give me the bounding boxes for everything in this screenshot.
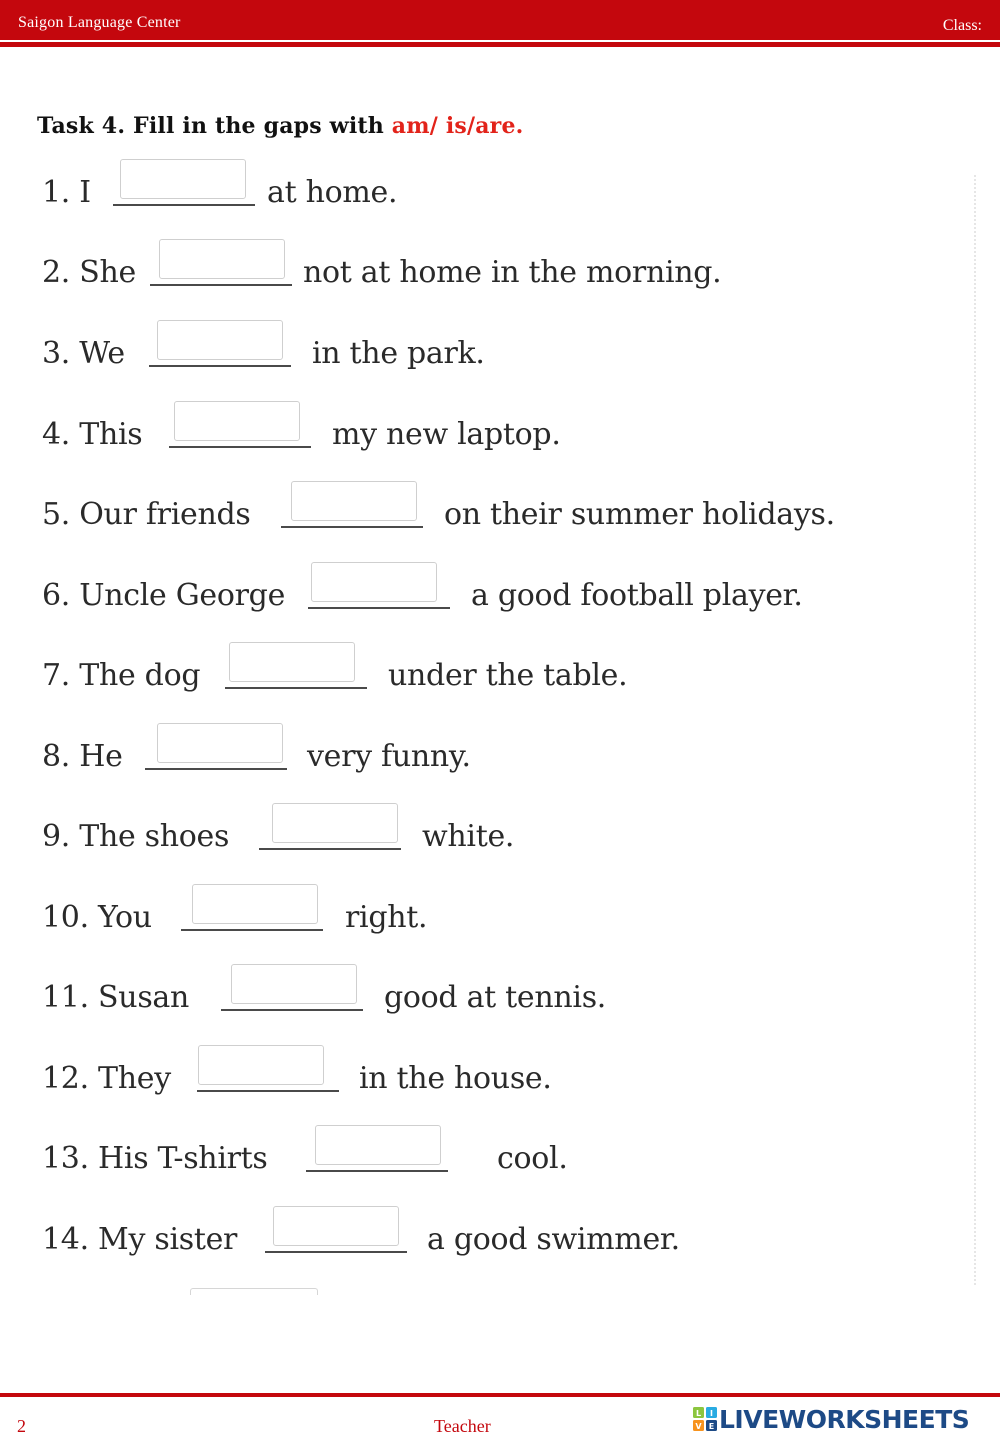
question-suffix: not at home in the morning. xyxy=(303,255,722,290)
gap-line xyxy=(145,768,287,770)
page-number: 2 xyxy=(17,1416,26,1436)
question-prefix: 14. My sister xyxy=(42,1222,238,1257)
gap-line xyxy=(169,446,311,448)
page-header xyxy=(0,0,1000,40)
task-title xyxy=(37,113,524,139)
gap-line xyxy=(259,848,401,850)
answer-input-5[interactable] xyxy=(291,481,417,521)
gap-line xyxy=(221,1009,363,1011)
question-row xyxy=(42,978,962,1028)
question-prefix: 2. She xyxy=(42,255,136,290)
question-prefix: 9. The shoes xyxy=(42,819,230,854)
question-prefix: 1. I xyxy=(42,175,91,210)
gap-line xyxy=(181,929,323,931)
question-prefix: 10. You xyxy=(42,900,152,935)
question-suffix: on their summer holidays. xyxy=(444,497,835,532)
question-row xyxy=(42,415,962,465)
gap-line xyxy=(306,1170,448,1172)
question-suffix: in the park. xyxy=(312,336,485,371)
svg-text:L: L xyxy=(695,1408,702,1418)
brand-name: LIVEWORKSHEETS xyxy=(719,1405,970,1434)
gap-line xyxy=(149,365,291,367)
question-suffix: in the house. xyxy=(359,1061,552,1096)
gap-line xyxy=(197,1090,339,1092)
question-suffix: under the table. xyxy=(388,658,628,693)
question-row xyxy=(42,1220,962,1270)
footer-teacher-label: Teacher xyxy=(434,1416,491,1436)
question-suffix: right. xyxy=(345,900,428,935)
question-suffix: at home. xyxy=(267,175,398,210)
answer-input-13[interactable] xyxy=(315,1125,441,1165)
liveworksheets-logo-icon xyxy=(693,1407,717,1431)
question-suffix: a good swimmer. xyxy=(427,1222,680,1257)
question-prefix: 12. They xyxy=(42,1061,171,1096)
footer-divider xyxy=(0,1393,1000,1397)
question-row xyxy=(42,656,962,706)
question-prefix: 5. Our friends xyxy=(42,497,251,532)
question-prefix: 8. He xyxy=(42,739,123,774)
question-suffix: very funny. xyxy=(307,739,471,774)
answer-input-12[interactable] xyxy=(198,1045,324,1085)
answer-input-2[interactable] xyxy=(159,239,285,279)
question-row xyxy=(42,576,962,626)
question-suffix: white. xyxy=(422,819,515,854)
answer-input-8[interactable] xyxy=(157,723,283,763)
class-label: Class: xyxy=(942,17,982,34)
svg-text:V: V xyxy=(695,1421,702,1431)
scan-edge-dots xyxy=(974,175,978,1285)
gap-line xyxy=(281,526,423,528)
question-prefix: 6. Uncle George xyxy=(42,578,286,613)
question-suffix: cool. xyxy=(497,1141,568,1176)
school-name: Saigon Language Center xyxy=(18,14,181,31)
question-suffix: a good football player. xyxy=(471,578,803,613)
gap-line xyxy=(150,284,292,286)
answer-input-6[interactable] xyxy=(311,562,437,602)
cut-off-answer-box xyxy=(190,1288,318,1295)
gap-line xyxy=(225,687,367,689)
question-prefix: 3. We xyxy=(42,336,125,371)
question-row xyxy=(42,253,962,303)
question-row xyxy=(42,334,962,384)
svg-text:I: I xyxy=(710,1408,713,1418)
question-row xyxy=(42,1059,962,1109)
question-suffix: good at tennis. xyxy=(384,980,607,1015)
question-row xyxy=(42,1139,962,1189)
question-prefix: 11. Susan xyxy=(42,980,190,1015)
question-row xyxy=(42,495,962,545)
question-prefix: 13. His T-shirts xyxy=(42,1141,268,1176)
answer-input-7[interactable] xyxy=(229,642,355,682)
answer-input-11[interactable] xyxy=(231,964,357,1004)
question-row xyxy=(42,817,962,867)
svg-text:E: E xyxy=(708,1421,715,1431)
header-divider xyxy=(0,42,1000,47)
gap-line xyxy=(308,607,450,609)
question-prefix: 7. The dog xyxy=(42,658,201,693)
answer-input-1[interactable] xyxy=(120,159,246,199)
question-row xyxy=(42,898,962,948)
answer-input-10[interactable] xyxy=(192,884,318,924)
answer-input-4[interactable] xyxy=(174,401,300,441)
liveworksheets-brand xyxy=(693,1405,993,1435)
gap-line xyxy=(113,204,255,206)
answer-input-3[interactable] xyxy=(157,320,283,360)
question-row xyxy=(42,737,962,787)
question-suffix: my new laptop. xyxy=(332,417,561,452)
task-title-options: am/ is/are. xyxy=(391,113,524,139)
answer-input-9[interactable] xyxy=(272,803,398,843)
gap-line xyxy=(265,1251,407,1253)
task-title-main: Task 4. Fill in the gaps with xyxy=(37,113,392,139)
question-row xyxy=(42,173,962,223)
question-prefix: 4. This xyxy=(42,417,143,452)
answer-input-14[interactable] xyxy=(273,1206,399,1246)
